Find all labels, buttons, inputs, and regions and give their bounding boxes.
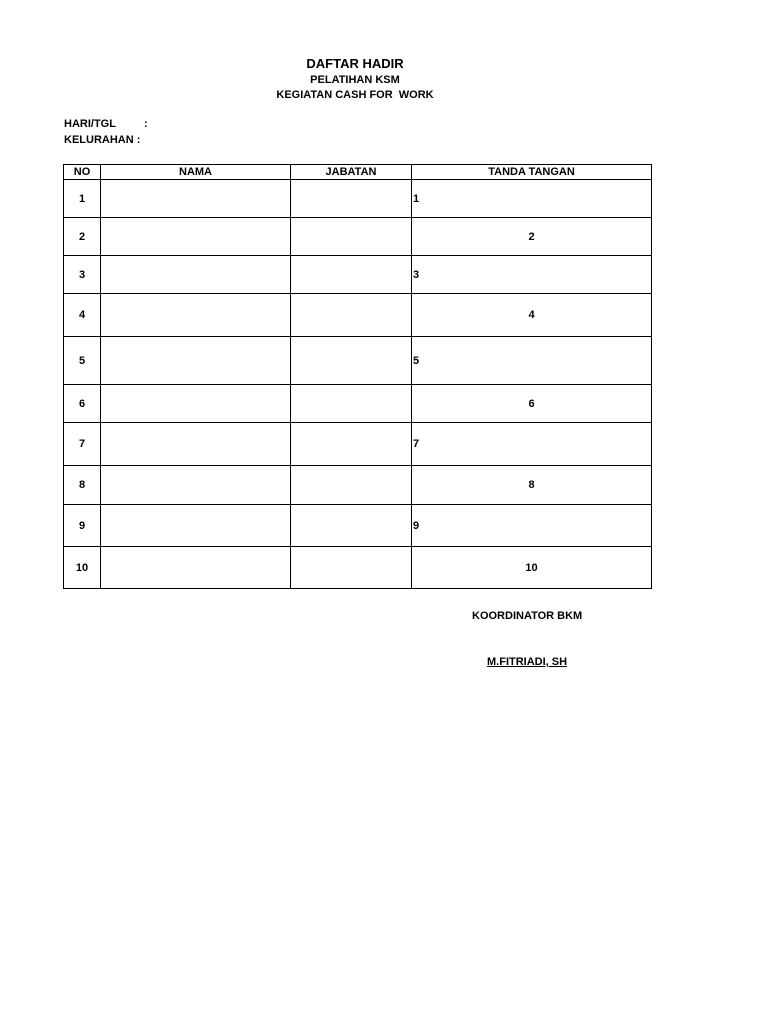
signature-number: 3 (413, 268, 420, 281)
row-number: 2 (64, 218, 101, 256)
jabatan-cell[interactable] (291, 256, 412, 294)
signature-number: 5 (413, 354, 420, 367)
day-date-colon: : (144, 118, 148, 130)
jabatan-cell[interactable] (291, 466, 412, 505)
nama-cell[interactable] (101, 547, 291, 589)
table-row (64, 505, 652, 547)
column-header-no: NO (64, 165, 101, 180)
signature-cell[interactable] (412, 294, 652, 337)
table-row (64, 180, 652, 218)
coordinator-role: KOORDINATOR BKM (472, 610, 583, 622)
row-number: 1 (64, 180, 101, 218)
column-header-jabatan: JABATAN (291, 165, 412, 180)
table-row (64, 294, 652, 337)
nama-cell[interactable] (101, 466, 291, 505)
table-row (64, 218, 652, 256)
signature-cell[interactable] (412, 337, 652, 385)
jabatan-cell[interactable] (291, 547, 412, 589)
jabatan-cell[interactable] (291, 218, 412, 256)
table-row (64, 256, 652, 294)
activity-title: KEGIATAN CASH FOR WORK (276, 89, 434, 101)
nama-cell[interactable] (101, 337, 291, 385)
row-number: 7 (64, 423, 101, 466)
row-number: 3 (64, 256, 101, 294)
jabatan-cell[interactable] (291, 423, 412, 466)
table-row (64, 423, 652, 466)
document-subtitle: PELATIHAN KSM (310, 74, 400, 86)
nama-cell[interactable] (101, 180, 291, 218)
signature-cell[interactable] (412, 180, 652, 218)
signature-number: 6 (528, 397, 535, 410)
signature-number: 9 (413, 519, 420, 532)
signature-cell[interactable] (412, 423, 652, 466)
attendance-table-body (64, 180, 652, 589)
row-number: 5 (64, 337, 101, 385)
jabatan-cell[interactable] (291, 180, 412, 218)
village-label: KELURAHAN : (64, 134, 141, 146)
nama-cell[interactable] (101, 218, 291, 256)
signature-cell[interactable] (412, 505, 652, 547)
signature-cell[interactable] (412, 385, 652, 423)
coordinator-name: M.FITRIADI, SH (487, 656, 568, 668)
nama-cell[interactable] (101, 505, 291, 547)
row-number: 8 (64, 466, 101, 505)
day-date-label: HARI/TGL (64, 118, 116, 130)
signature-cell[interactable] (412, 218, 652, 256)
table-row (64, 466, 652, 505)
nama-cell[interactable] (101, 256, 291, 294)
table-row (64, 547, 652, 589)
signature-cell[interactable] (412, 466, 652, 505)
signature-number: 8 (528, 479, 535, 491)
row-number: 6 (64, 385, 101, 423)
day-date-field (64, 118, 148, 130)
table-row (64, 385, 652, 423)
row-number: 9 (64, 505, 101, 547)
signature-cell[interactable] (412, 547, 652, 589)
document-title: DAFTAR HADIR (306, 56, 404, 71)
signature-number: 7 (413, 438, 420, 450)
row-number: 10 (64, 547, 101, 589)
table-row (64, 337, 652, 385)
signature-number: 1 (413, 192, 420, 205)
signature-cell[interactable] (412, 256, 652, 294)
table-header-row (64, 165, 652, 180)
column-header-tanda-tangan: TANDA TANGAN (412, 165, 652, 180)
signature-number: 2 (528, 230, 535, 243)
jabatan-cell[interactable] (291, 505, 412, 547)
nama-cell[interactable] (101, 385, 291, 423)
nama-cell[interactable] (101, 294, 291, 337)
signature-number: 4 (528, 309, 535, 321)
village-field (64, 134, 140, 146)
jabatan-cell[interactable] (291, 337, 412, 385)
column-header-nama: NAMA (101, 165, 291, 180)
attendance-table (63, 164, 652, 589)
nama-cell[interactable] (101, 423, 291, 466)
signature-number: 10 (525, 561, 538, 574)
row-number: 4 (64, 294, 101, 337)
jabatan-cell[interactable] (291, 294, 412, 337)
jabatan-cell[interactable] (291, 385, 412, 423)
